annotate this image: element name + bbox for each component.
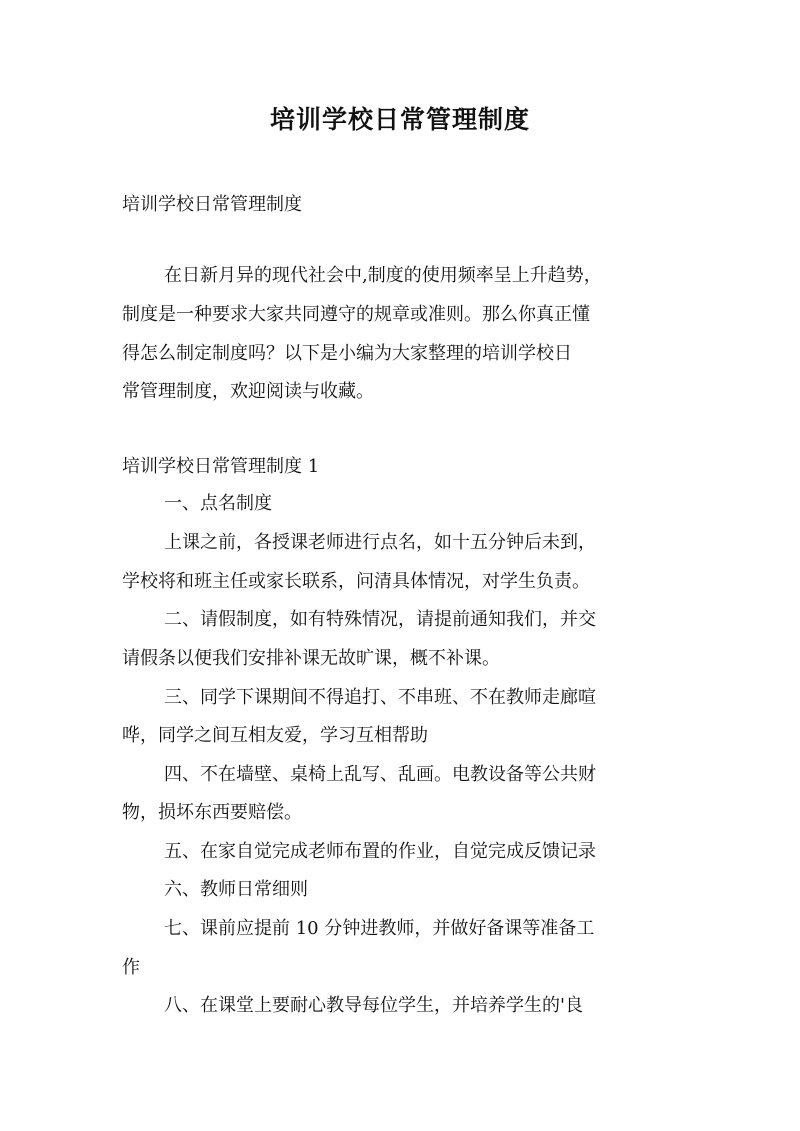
body-line: 二、请假制度，如有特殊情况，请提前通知我们，并交 bbox=[164, 609, 596, 630]
body-line: 六、教师日常细则 bbox=[164, 879, 308, 900]
body-line: 四、不在墙壁、桌椅上乱写、乱画。电教设备等公共财 bbox=[164, 764, 596, 785]
body-line: 一、点名制度 bbox=[164, 493, 272, 514]
intro-line: 在日新月异的现代社会中,制度的使用频率呈上升趋势， bbox=[164, 265, 602, 286]
intro-line: 制度是一种要求大家共同遵守的规章或准则。那么你真正懂 bbox=[122, 304, 590, 325]
body-line: 上课之前，各授课老师进行点名，如十五分钟后未到， bbox=[164, 532, 596, 553]
body-line: 三、同学下课期间不得追打、不串班、不在教师走廊喧 bbox=[164, 687, 596, 708]
body-line: 学校将和班主任或家长联系，问清具体情况，对学生负责。 bbox=[122, 571, 590, 592]
body-line: 作 bbox=[122, 957, 140, 978]
body-line: 七、课前应提前 10 分钟进教师，并做好备课等准备工 bbox=[164, 918, 595, 939]
intro-line: 常管理制度，欢迎阅读与收藏。 bbox=[122, 381, 374, 402]
document-subtitle: 培训学校日常管理制度 bbox=[122, 194, 302, 215]
intro-line: 得怎么制定制度吗？以下是小编为大家整理的培训学校日 bbox=[122, 343, 572, 364]
document-title: 培训学校日常管理制度 bbox=[269, 105, 530, 134]
section-heading: 培训学校日常管理制度 1 bbox=[122, 456, 320, 477]
body-line: 五、在家自觉完成老师布置的作业，自觉完成反馈记录 bbox=[164, 841, 596, 862]
body-line: 物，损坏东西要赔偿。 bbox=[122, 802, 302, 823]
body-line: 八、在课堂上要耐心教导每位学生，并培养学生的'良 bbox=[164, 995, 583, 1016]
body-line: 哗，同学之间互相友爱，学习互相帮助 bbox=[122, 725, 428, 746]
body-line: 请假条以便我们安排补课无故旷课，概不补课。 bbox=[122, 648, 500, 669]
